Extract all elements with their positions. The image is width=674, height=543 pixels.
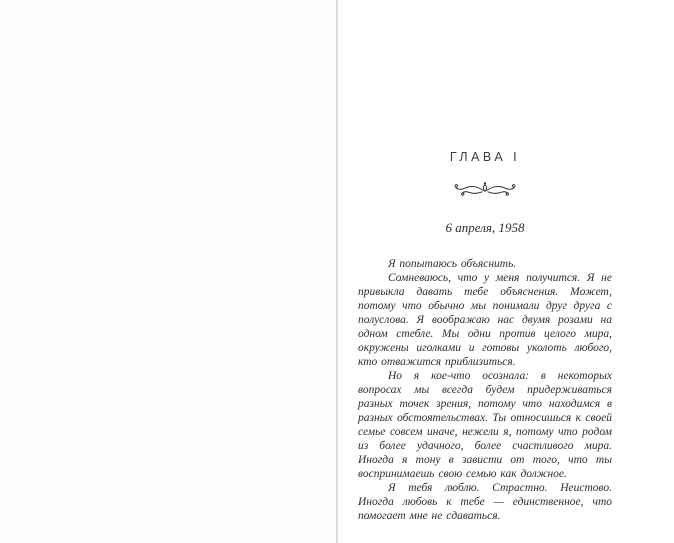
chapter-text-block xyxy=(358,150,612,523)
paragraph: Но я кое-что осознала: в некоторых вопросах мы всегда будем придерживаться разных точек зрения, потому что находимся в разных обстоятельствах. Ты относишься к своей семье совсем иначе, нежели я, потому что родом из более удачного, более счастливого мира. Иногда я тону в зависти от того, что ты воспринимаешь свою семью как должное. xyxy=(358,370,612,480)
flourish-ornament-icon xyxy=(358,180,612,200)
paragraph: Я тебя люблю. Страстно. Неистово. Иногда любовь к тебе — единственное, что помогает мне не сдаваться. xyxy=(358,482,612,522)
chapter-title: ГЛАВА I xyxy=(449,150,521,164)
page-right xyxy=(338,0,674,543)
letter-date: 6 апреля, 1958 xyxy=(445,220,525,235)
page-left-blank xyxy=(0,0,336,543)
paragraph: Я попытаюсь объяснить. xyxy=(388,258,517,270)
letter-body xyxy=(358,257,612,523)
paragraph: Сомневаюсь, что у меня получится. Я не привыкла давать тебе объяснения. Может, потому что обычно мы понимали друг друга с полуслова. Я воображаю нас двумя розами на одном стебле. Мы одни против целого мира, окружены иголками и готовы уколоть любого, кто отважится приблизиться. xyxy=(358,272,612,368)
